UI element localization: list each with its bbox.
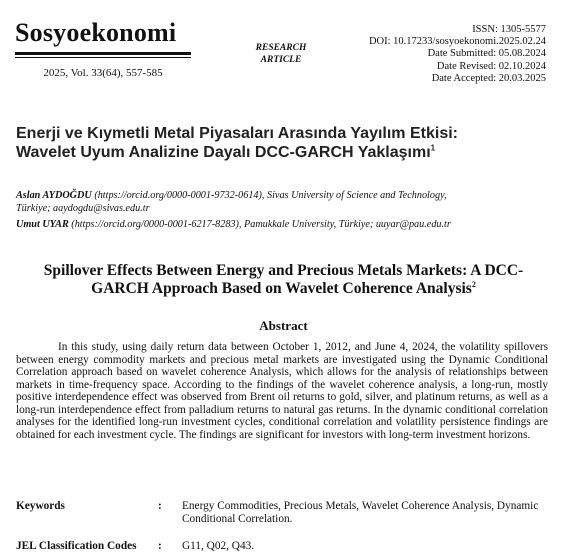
author-2 [16, 219, 556, 232]
turkish-title [16, 124, 556, 162]
journal-name: Sosyoekonomi [15, 18, 177, 47]
footnote-marker[interactable]: 2 [471, 279, 476, 289]
header-rule-thin [15, 57, 191, 58]
turkish-title-line2 [16, 143, 556, 162]
date-revised: Date Revised: 02.10.2024 [436, 60, 546, 72]
english-title [20, 262, 547, 297]
keywords-row [16, 500, 556, 525]
keywords-value: Energy Commodities, Precious Metals, Wavelet Coherence Analysis, Dynamic Conditional Correlation. [182, 500, 539, 525]
author-1 [16, 190, 556, 215]
author-details-cont: Türkiye; aaydogdu@sivas.edu.tr [16, 202, 150, 214]
abstract-text: In this study, using daily return data between October 1, 2012, and June 4, 2024, the volatility spillovers between energy commodity markets and precious metal markets are investigated using the Dynamic Conditional Correlation approach based on wavelet coherence Analysis, which allows for the analysis of relationships between markets in time-frequency space. According to the findings of the wavelet coherence analysis, a long-run, mostly positive interdependence effect was observed from Brent oil returns to gold, silver, and platinum returns, as well as a long-run interdependence effect from palladium returns to natural gas returns. In the dynamic conditional correlation analyses for the identified long-run investment cycles, conditional correlation and volatility persistence findings are obtained for each investment cycle. The findings are significant for investors with long-term investment horizons. [16, 341, 548, 441]
keywords-colon: : [158, 500, 162, 512]
jel-row [16, 540, 556, 553]
author-details: (https://orcid.org/0000-0001-6217-8283), Pamukkale University, Türkiye; uuyar@pau.edu.tr [68, 219, 451, 230]
doi[interactable]: DOI: 10.17233/sosyoekonomi.2025.02.24 [368, 36, 546, 48]
article-type-line1: RESEARCH [255, 43, 307, 53]
turkish-title-line2-text: Wavelet Uyum Analizine Dayalı DCC-GARCH Yaklaşımı [16, 144, 431, 161]
keywords-label: Keywords [16, 500, 65, 512]
author-name: Umut UYAR [16, 219, 69, 230]
issn: ISSN: 1305-5577 [472, 24, 546, 35]
authors-block [16, 190, 556, 236]
article-type [246, 42, 316, 66]
article-meta [369, 24, 546, 85]
date-accepted: Date Accepted: 20.03.2025 [431, 72, 546, 84]
english-title-line2 [20, 280, 547, 298]
english-title-line2-text: GARCH Approach Based on Wavelet Coherence Analysis [91, 279, 472, 297]
turkish-title-line1: Enerji ve Kıymetli Metal Piyasaları Arasında Yayılım Etkisi: [16, 125, 458, 142]
date-submitted: Date Submitted: 05.08.2024 [427, 48, 546, 60]
article-type-line2: ARTICLE [260, 55, 302, 65]
author-name: Aslan AYDOĞDU [16, 190, 92, 201]
jel-value: G11, Q02, Q43. [182, 540, 255, 552]
volume-info: 2025, Vol. 33(64), 557-585 [43, 67, 163, 79]
abstract-heading: Abstract [259, 318, 308, 333]
footnote-marker[interactable]: 1 [430, 143, 436, 153]
header-rule-thick [15, 52, 191, 55]
english-title-line1: Spillover Effects Between Energy and Precious Metals Markets: A DCC- [43, 262, 524, 279]
jel-label: JEL Classification Codes [16, 540, 137, 552]
author-details: (https://orcid.org/0000-0001-9732-0614), Sivas University of Science and Technology, [91, 190, 447, 201]
jel-colon: : [158, 540, 162, 552]
